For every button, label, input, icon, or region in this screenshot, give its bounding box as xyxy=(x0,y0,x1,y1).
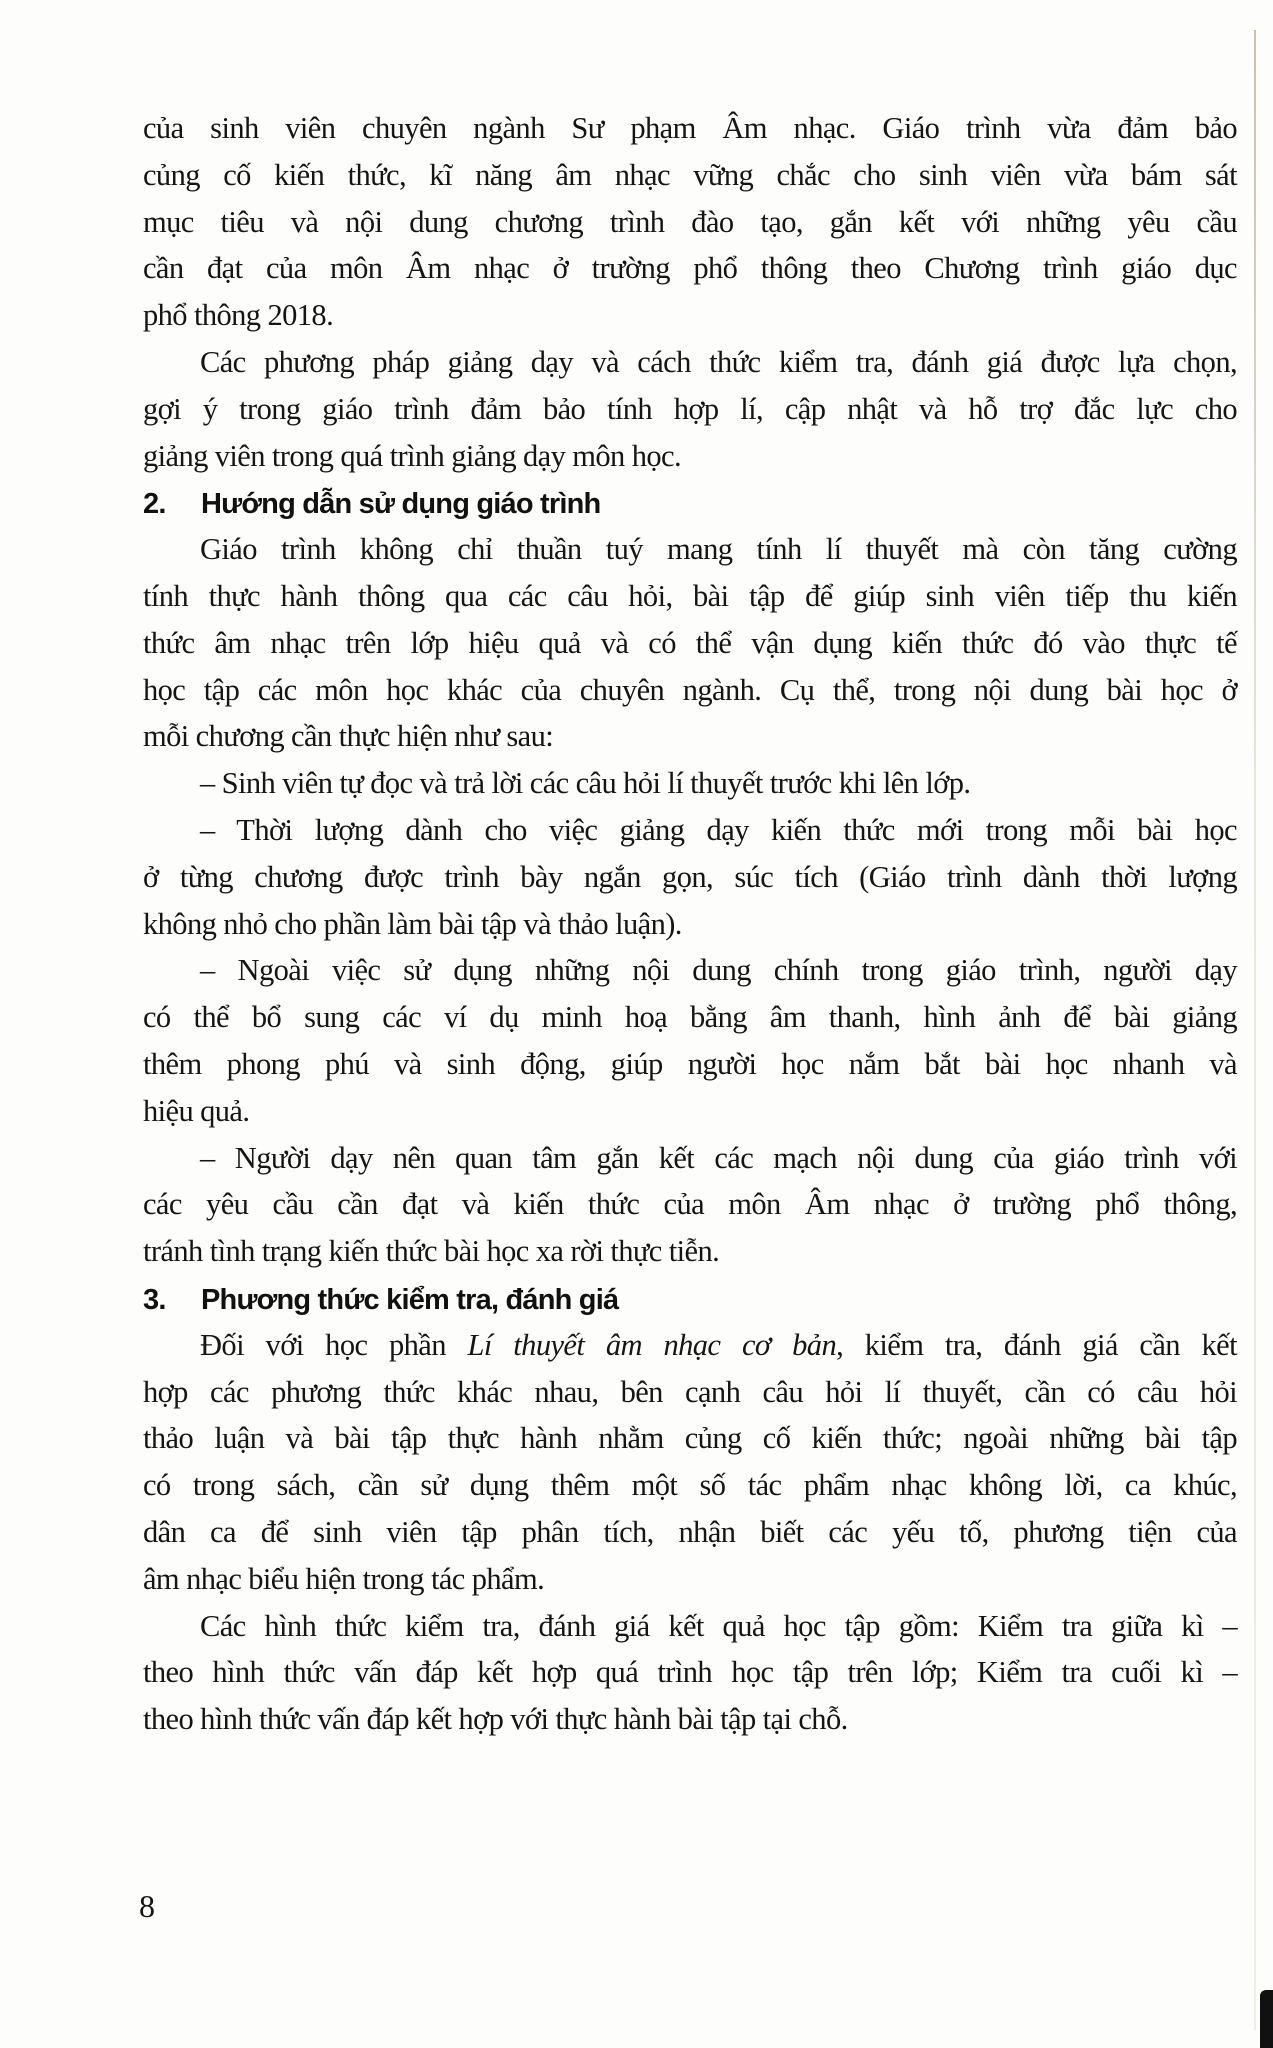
page-corner-shadow xyxy=(1260,1990,1273,2048)
text-line: gợi ý trong giáo trình đảm bảo tính hợp lí, cập nhật và hỗ trợ đắc lực cho xyxy=(143,391,1237,426)
text-line: cần đạt của môn Âm nhạc ở trường phổ thông theo Chương trình giáo dục xyxy=(143,251,1237,286)
text-line: củng cố kiến thức, kĩ năng âm nhạc vững chắc cho sinh viên vừa bám sát xyxy=(143,157,1237,192)
paragraph xyxy=(143,760,1237,807)
section-heading xyxy=(143,479,1237,526)
text-line: theo hình thức vấn đáp kết hợp với thực hành bài tập tại chỗ. xyxy=(143,1702,848,1737)
text-line: hiệu quả. xyxy=(143,1093,250,1128)
text-line: mỗi chương cần thực hiện như sau: xyxy=(143,719,554,754)
text-line: tránh tình trạng kiến thức bài học xa rời thực tiễn. xyxy=(143,1234,720,1269)
text-line: Các phương pháp giảng dạy và cách thức kiểm tra, đánh giá được lựa chọn, xyxy=(200,344,1237,379)
section-heading xyxy=(143,1275,1237,1322)
text-line: dân ca để sinh viên tập phân tích, nhận biết các yếu tố, phương tiện của xyxy=(143,1514,1237,1549)
page-number: 8 xyxy=(139,1888,155,1924)
text-line: tính thực hành thông qua các câu hỏi, bài tập để giúp sinh viên tiếp thu kiến xyxy=(143,578,1237,613)
text-line: thêm phong phú và sinh động, giúp người học nắm bắt bài học nhanh và xyxy=(143,1046,1237,1081)
text-run: Đối với học phần xyxy=(200,1327,468,1362)
paragraph xyxy=(143,947,1237,1134)
text-run: , kiểm tra, đánh giá cần kết xyxy=(836,1327,1237,1362)
text-line: – Sinh viên tự đọc và trả lời các câu hỏi lí thuyết trước khi lên lớp. xyxy=(200,766,971,801)
text-line: giảng viên trong quá trình giảng dạy môn học. xyxy=(143,438,681,473)
page-body xyxy=(143,105,1237,1743)
text-line: âm nhạc biểu hiện trong tác phẩm. xyxy=(143,1561,545,1596)
section-number: 3. xyxy=(143,1283,166,1316)
paragraph xyxy=(143,105,1237,339)
text-line: không nhỏ cho phần làm bài tập và thảo luận). xyxy=(143,906,682,941)
paragraph xyxy=(143,526,1237,760)
text-line: phổ thông 2018. xyxy=(143,298,334,333)
text-line: thảo luận và bài tập thực hành nhằm củng cố kiến thức; ngoài những bài tập xyxy=(143,1421,1237,1456)
text-line: Các hình thức kiểm tra, đánh giá kết quả học tập gồm: Kiểm tra giữa kì – xyxy=(200,1608,1237,1643)
text-line: ở từng chương được trình bày ngắn gọn, súc tích (Giáo trình dành thời lượng xyxy=(143,859,1237,894)
text-line: – Người dạy nên quan tâm gắn kết các mạch nội dung của giáo trình với xyxy=(200,1140,1237,1175)
section-number: 2. xyxy=(143,488,166,521)
paragraph xyxy=(143,807,1237,947)
text-line: hợp các phương thức khác nhau, bên cạnh câu hỏi lí thuyết, cần có câu hỏi xyxy=(143,1374,1237,1409)
text-line: theo hình thức vấn đáp kết hợp quá trình học tập trên lớp; Kiểm tra cuối kì – xyxy=(143,1655,1237,1690)
text-line: có trong sách, cần sử dụng thêm một số tác phẩm nhạc không lời, ca khúc, xyxy=(143,1468,1237,1503)
paragraph xyxy=(143,339,1237,479)
text-line: thức âm nhạc trên lớp hiệu quả và có thể vận dụng kiến thức đó vào thực tế xyxy=(143,625,1237,660)
section-title: Phương thức kiểm tra, đánh giá xyxy=(201,1283,619,1316)
text-line: học tập các môn học khác của chuyên ngành. Cụ thể, trong nội dung bài học ở xyxy=(143,672,1237,707)
text-line: – Thời lượng dành cho việc giảng dạy kiến thức mới trong mỗi bài học xyxy=(200,812,1237,847)
text-line: của sinh viên chuyên ngành Sư phạm Âm nhạc. Giáo trình vừa đảm bảo xyxy=(143,111,1237,145)
paragraph xyxy=(143,1135,1237,1275)
text-line: mục tiêu và nội dung chương trình đào tạo, gắn kết với những yêu cầu xyxy=(143,204,1237,239)
page-edge xyxy=(1254,30,1256,2030)
course-title-italic: Lí thuyết âm nhạc cơ bản xyxy=(467,1327,837,1362)
paragraph xyxy=(143,1603,1237,1743)
section-title: Hướng dẫn sử dụng giáo trình xyxy=(201,488,601,521)
text-line: các yêu cầu cần đạt và kiến thức của môn Âm nhạc ở trường phổ thông, xyxy=(143,1187,1237,1222)
text-line xyxy=(143,1322,1237,1369)
text-line: có thể bổ sung các ví dụ minh hoạ bằng âm thanh, hình ảnh để bài giảng xyxy=(143,1000,1237,1035)
text-line: Giáo trình không chỉ thuần tuý mang tính lí thuyết mà còn tăng cường xyxy=(200,532,1237,567)
text-line: – Ngoài việc sử dụng những nội dung chính trong giáo trình, người dạy xyxy=(200,953,1237,988)
paragraph xyxy=(143,1322,1237,1603)
